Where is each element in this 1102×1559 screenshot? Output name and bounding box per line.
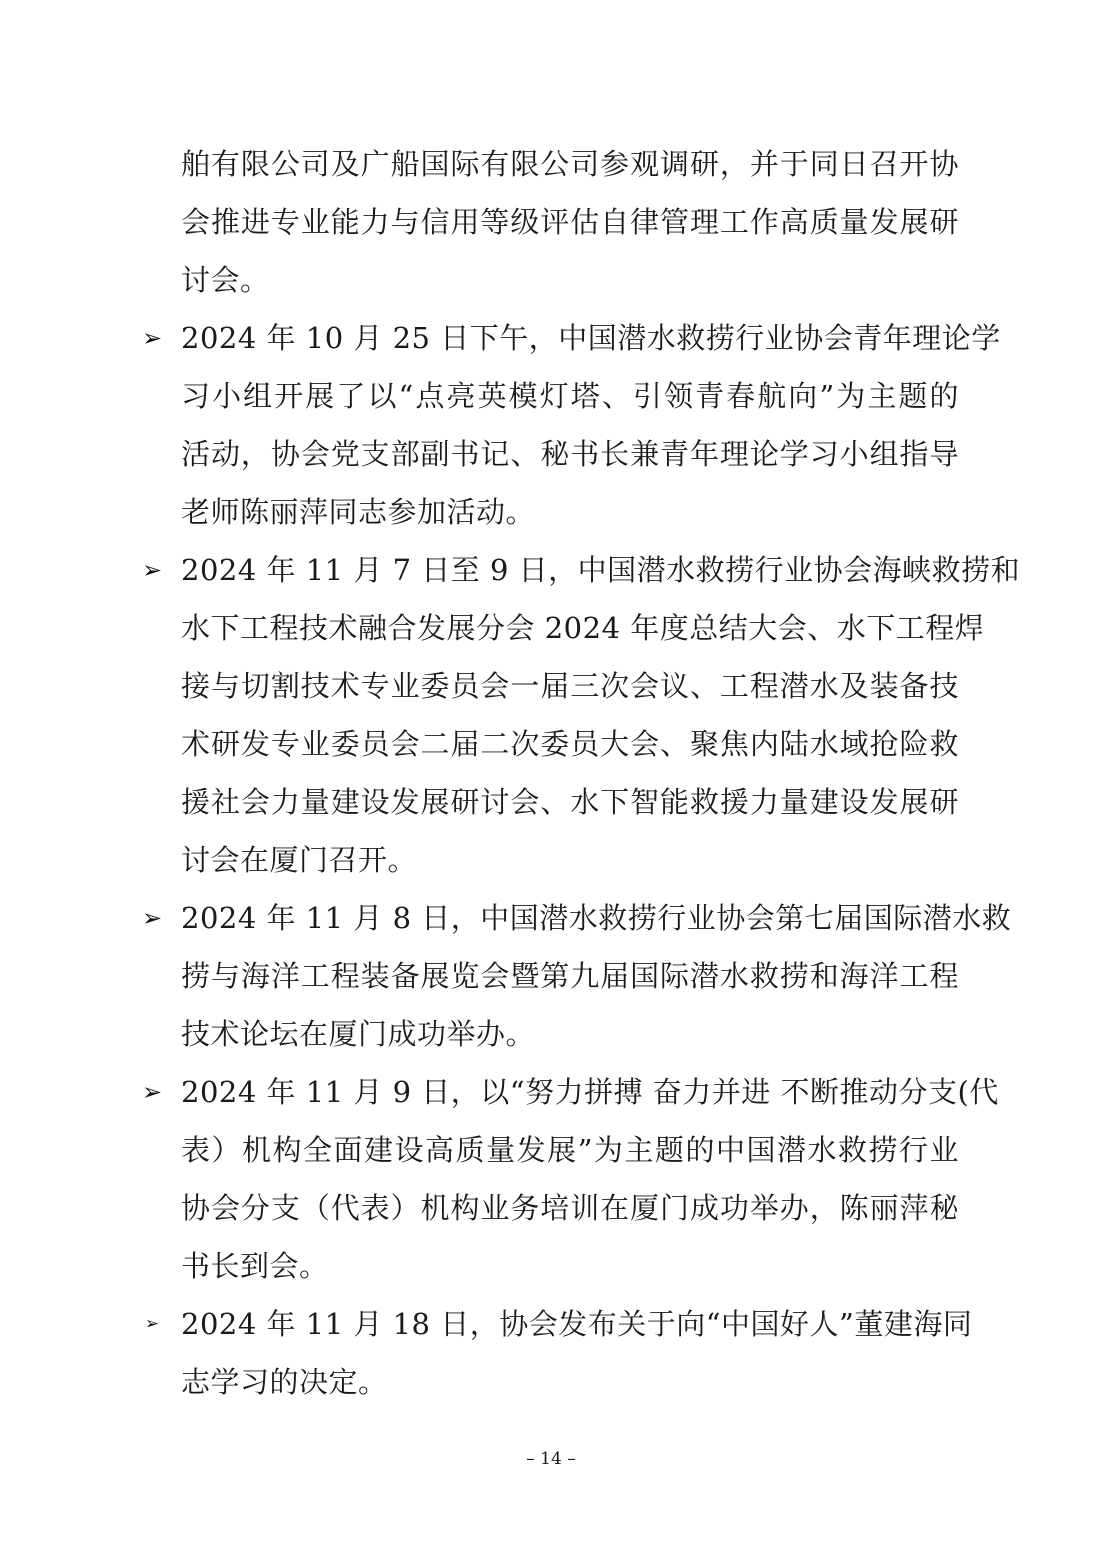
paragraph-line: 老师陈丽萍同志参加活动。 [181, 495, 536, 529]
paragraph-line: 表）机构全面建设高质量发展”为主题的中国潜水救捞行业 [181, 1133, 959, 1167]
paragraph-line: 协会分支（代表）机构业务培训在厦门成功举办，陈丽萍秘 [181, 1191, 959, 1225]
paragraph-line: 2024 年 11 月 18 日，协会发布关于向“中国好人”董建海同 [181, 1307, 973, 1341]
paragraph-line: 2024 年 11 月 7 日至 9 日，中国潜水救捞行业协会海峡救捞和 [181, 553, 1021, 587]
bullet-arrow-icon: ➢ [141, 904, 163, 932]
bullet-arrow-icon: ➢ [141, 1078, 163, 1106]
paragraph-line: 舶有限公司及广船国际有限公司参观调研，并于同日召开协 [181, 147, 959, 181]
paragraph-line: 2024 年 11 月 8 日，中国潜水救捞行业协会第七届国际潜水救 [181, 901, 1012, 935]
paragraph-line: 志学习的决定。 [181, 1365, 388, 1399]
paragraph-line: 习小组开展了以“点亮英模灯塔、引领青春航向”为主题的 [181, 379, 959, 413]
paragraph-line: 援社会力量建设发展研讨会、水下智能救援力量建设发展研 [181, 785, 959, 819]
paragraph-line: 讨会。 [181, 263, 270, 297]
bullet-arrow-icon: ➢ [141, 324, 163, 352]
paragraph-line: 活动，协会党支部副书记、秘书长兼青年理论学习小组指导 [181, 437, 959, 471]
bullet-arrow-icon: ➢ [144, 1314, 160, 1334]
paragraph-line: 技术论坛在厦门成功举办。 [181, 1017, 536, 1051]
paragraph-line: 书长到会。 [181, 1249, 329, 1283]
paragraph-line: 捞与海洋工程装备展览会暨第九届国际潜水救捞和海洋工程 [181, 959, 959, 993]
page-number: – 14 – [526, 1449, 576, 1469]
paragraph-line: 水下工程技术融合发展分会 2024 年度总结大会、水下工程焊 [181, 611, 985, 645]
paragraph-line: 接与切割技术专业委员会一届三次会议、工程潜水及装备技 [181, 669, 959, 703]
paragraph-line: 讨会在厦门召开。 [181, 843, 418, 877]
bullet-arrow-icon: ➢ [141, 556, 163, 584]
paragraph-line: 术研发专业委员会二届二次委员大会、聚焦内陆水域抢险救 [181, 727, 959, 761]
paragraph-line: 2024 年 10 月 25 日下午，中国潜水救捞行业协会青年理论学 [181, 321, 1001, 355]
paragraph-line: 会推进专业能力与信用等级评估自律管理工作高质量发展研 [181, 205, 959, 239]
paragraph-line: 2024 年 11 月 9 日，以“努力拼搏 奋力并进 不断推动分支(代 [181, 1075, 999, 1109]
